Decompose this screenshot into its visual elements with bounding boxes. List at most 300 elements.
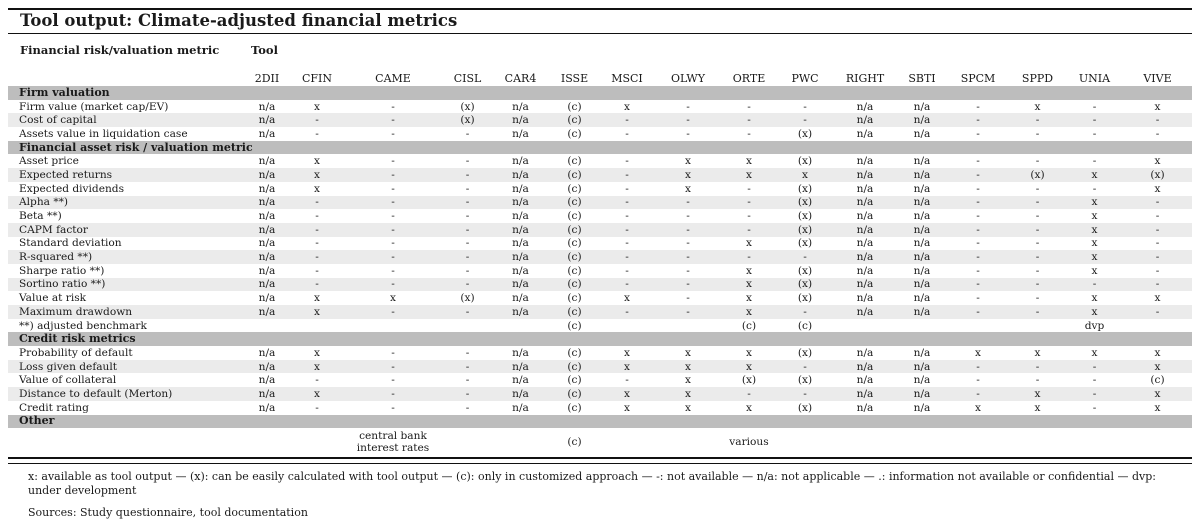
cell-car4: n/a bbox=[512, 155, 529, 168]
cell-pwc: (x) bbox=[797, 182, 813, 195]
table-row bbox=[8, 154, 1192, 168]
cell-right: n/a bbox=[856, 292, 874, 305]
table-row bbox=[8, 428, 1192, 456]
cell-2dii: n/a bbox=[258, 182, 276, 195]
row-label: Asset price bbox=[19, 155, 79, 168]
cell-cisl: - bbox=[444, 250, 491, 264]
column-header-came: CAME bbox=[375, 71, 411, 85]
cell-sbti: n/a bbox=[897, 305, 947, 319]
cell-msci: - bbox=[599, 223, 655, 237]
cell-orte: - bbox=[747, 127, 751, 140]
sources-note: Sources: Study questionnaire, tool documentation bbox=[28, 506, 308, 519]
column-header-row bbox=[8, 71, 1192, 86]
cell-pwc: (x) bbox=[797, 346, 813, 359]
cell-sppd: x bbox=[1034, 100, 1041, 113]
cell-cfin: - bbox=[315, 374, 319, 387]
column-header-olwy: OLWY bbox=[671, 71, 705, 85]
cell-isse: (c) bbox=[550, 305, 599, 319]
cell-came: - bbox=[342, 360, 444, 374]
cell-car4: n/a bbox=[491, 168, 550, 182]
cell-sbti: n/a bbox=[913, 155, 931, 168]
cell-cfin: - bbox=[315, 401, 319, 414]
bottom-rule-2 bbox=[8, 463, 1192, 464]
cell-pwc: - bbox=[777, 113, 833, 127]
cell-isse: (c) bbox=[550, 250, 599, 264]
column-header-vive: VIVE bbox=[1143, 71, 1172, 85]
cell-msci: - bbox=[599, 196, 655, 210]
cell-cisl: - bbox=[465, 127, 470, 140]
cell-came: - bbox=[391, 127, 395, 140]
cell-olwy: x bbox=[685, 346, 691, 359]
cell-sppd: - bbox=[1009, 250, 1066, 264]
row-label: Credit rating bbox=[19, 401, 89, 414]
cell-car4: n/a bbox=[512, 182, 529, 195]
table-row bbox=[8, 196, 1192, 210]
cell-car4: n/a bbox=[491, 278, 550, 292]
cell-2dii bbox=[242, 319, 292, 333]
cell-pwc: (x) bbox=[797, 292, 813, 305]
cell-sppd: x bbox=[1009, 387, 1066, 401]
tool-column-header: Tool bbox=[251, 43, 278, 57]
cell-spcm: - bbox=[947, 278, 1009, 292]
cell-orte: x bbox=[721, 278, 777, 292]
cell-cfin: - bbox=[292, 196, 342, 210]
column-header-right: RIGHT bbox=[845, 71, 885, 85]
cell-vive: x bbox=[1154, 292, 1161, 305]
cell-sbti: n/a bbox=[897, 250, 947, 264]
cell-olwy: x bbox=[655, 168, 721, 182]
cell-isse: (c) bbox=[567, 401, 582, 414]
row-label: Cost of capital bbox=[8, 113, 242, 127]
cell-olwy: - bbox=[686, 100, 690, 113]
cell-orte: - bbox=[747, 100, 751, 113]
top-rule bbox=[8, 8, 1192, 10]
cell-isse: (c) bbox=[567, 264, 582, 277]
cell-cisl bbox=[444, 428, 491, 456]
row-label: Value of collateral bbox=[19, 374, 117, 387]
cell-sbti: n/a bbox=[913, 100, 931, 113]
row-label: Expected returns bbox=[8, 168, 242, 182]
cell-right: n/a bbox=[833, 278, 897, 292]
row-label: Beta **) bbox=[19, 210, 62, 223]
row-label: CAPM factor bbox=[8, 223, 242, 237]
cell-olwy: - bbox=[686, 264, 690, 277]
cell-came: - bbox=[342, 387, 444, 401]
cell-olwy: - bbox=[655, 305, 721, 319]
cell-spcm: - bbox=[976, 374, 980, 387]
cell-vive: - bbox=[1155, 237, 1160, 250]
cell-sbti: n/a bbox=[913, 292, 931, 305]
cell-came: - bbox=[342, 196, 444, 210]
cell-cfin: - bbox=[292, 250, 342, 264]
cell-vive: x bbox=[1154, 346, 1161, 359]
cell-cisl: - bbox=[465, 374, 470, 387]
table-row bbox=[8, 373, 1192, 387]
cell-pwc: - bbox=[777, 360, 833, 374]
cell-sppd: - bbox=[1035, 155, 1040, 168]
cell-right: n/a bbox=[833, 168, 897, 182]
cell-unia: - bbox=[1092, 100, 1097, 113]
cell-spcm: - bbox=[947, 250, 1009, 264]
cell-vive: x bbox=[1154, 182, 1161, 195]
cell-pwc: (x) bbox=[797, 127, 813, 140]
cell-isse: (c) bbox=[567, 210, 582, 223]
cell-spcm: - bbox=[947, 223, 1009, 237]
cell-cfin: x bbox=[314, 292, 320, 305]
cell-car4: n/a bbox=[491, 387, 550, 401]
cell-came: - bbox=[391, 237, 395, 250]
cell-sppd: - bbox=[1035, 210, 1040, 223]
cell-orte: (c) bbox=[741, 319, 757, 332]
cell-came: - bbox=[342, 305, 444, 319]
cell-right bbox=[833, 428, 897, 456]
row-label: Distance to default (Merton) bbox=[8, 387, 242, 401]
table-row bbox=[8, 113, 1192, 127]
cell-2dii: n/a bbox=[258, 100, 276, 113]
cell-right: n/a bbox=[856, 100, 874, 113]
table-row bbox=[8, 319, 1192, 333]
table-row bbox=[8, 209, 1192, 223]
cell-spcm: x bbox=[975, 401, 981, 414]
cell-sbti: n/a bbox=[913, 264, 931, 277]
cell-sbti: n/a bbox=[897, 113, 947, 127]
column-header-msci: MSCI bbox=[611, 71, 643, 85]
cell-unia: - bbox=[1066, 360, 1123, 374]
cell-msci: x bbox=[599, 387, 655, 401]
cell-vive: - bbox=[1123, 223, 1192, 237]
cell-pwc: x bbox=[777, 168, 833, 182]
cell-sppd: - bbox=[1035, 237, 1040, 250]
cell-pwc: - bbox=[777, 305, 833, 319]
cell-unia: x bbox=[1091, 237, 1098, 250]
cell-cisl bbox=[444, 319, 491, 333]
cell-vive: x bbox=[1154, 100, 1161, 113]
cell-orte: x bbox=[746, 292, 752, 305]
cell-msci: x bbox=[624, 401, 630, 414]
cell-cfin: - bbox=[315, 210, 319, 223]
cell-olwy: - bbox=[686, 292, 690, 305]
cell-spcm: - bbox=[947, 387, 1009, 401]
table-row bbox=[8, 250, 1192, 264]
cell-vive bbox=[1123, 319, 1192, 333]
cell-vive: - bbox=[1123, 305, 1192, 319]
cell-isse: (c) bbox=[567, 237, 582, 250]
cell-sppd bbox=[1009, 428, 1066, 456]
cell-sbti bbox=[897, 319, 947, 333]
cell-came: - bbox=[342, 168, 444, 182]
cell-cfin bbox=[292, 319, 342, 333]
cell-right: n/a bbox=[856, 401, 874, 414]
cell-olwy: - bbox=[655, 223, 721, 237]
cell-orte: - bbox=[721, 223, 777, 237]
cell-olwy bbox=[655, 428, 721, 456]
column-header-unia: UNIA bbox=[1078, 71, 1111, 85]
cell-unia: x bbox=[1091, 210, 1098, 223]
cell-right: n/a bbox=[856, 374, 874, 387]
cell-cfin: x bbox=[292, 168, 342, 182]
cell-sppd: - bbox=[1009, 223, 1066, 237]
cell-orte: x bbox=[721, 168, 777, 182]
cell-spcm bbox=[947, 319, 1009, 333]
cell-unia: - bbox=[1092, 401, 1097, 414]
cell-unia: - bbox=[1066, 278, 1123, 292]
cell-vive: x bbox=[1123, 360, 1192, 374]
cell-car4: n/a bbox=[512, 374, 529, 387]
table-row bbox=[8, 278, 1192, 292]
cell-car4: n/a bbox=[512, 346, 529, 359]
cell-cfin: x bbox=[292, 387, 342, 401]
cell-sppd bbox=[1009, 319, 1066, 333]
cell-sbti: n/a bbox=[913, 401, 931, 414]
row-label: Assets value in liquidation case bbox=[19, 127, 188, 140]
column-header-pwc: PWC bbox=[791, 71, 819, 85]
cell-cisl: - bbox=[444, 168, 491, 182]
cell-2dii: n/a bbox=[242, 305, 292, 319]
cell-vive: - bbox=[1123, 250, 1192, 264]
cell-vive: - bbox=[1155, 264, 1160, 277]
cell-sppd: - bbox=[1009, 113, 1066, 127]
cell-msci bbox=[599, 428, 655, 456]
cell-sbti: n/a bbox=[913, 237, 931, 250]
table-row bbox=[8, 291, 1192, 305]
cell-cfin: x bbox=[314, 182, 320, 195]
cell-msci: - bbox=[599, 113, 655, 127]
cell-car4: n/a bbox=[512, 237, 529, 250]
row-label: Sharpe ratio **) bbox=[19, 264, 105, 277]
row-label: Loss given default bbox=[8, 360, 242, 374]
cell-msci: - bbox=[625, 374, 629, 387]
column-header-blank bbox=[8, 71, 242, 86]
cell-cfin: x bbox=[292, 305, 342, 319]
cell-msci: - bbox=[625, 182, 629, 195]
cell-msci: - bbox=[599, 168, 655, 182]
cell-car4: n/a bbox=[491, 196, 550, 210]
cell-spcm: - bbox=[976, 100, 980, 113]
cell-car4: n/a bbox=[491, 223, 550, 237]
cell-came: - bbox=[391, 182, 395, 195]
cell-sbti: n/a bbox=[913, 210, 931, 223]
cell-olwy: - bbox=[655, 113, 721, 127]
cell-right: n/a bbox=[833, 305, 897, 319]
cell-2dii: n/a bbox=[242, 250, 292, 264]
cell-pwc bbox=[777, 428, 833, 456]
table-row bbox=[8, 264, 1192, 278]
cell-msci: - bbox=[599, 305, 655, 319]
cell-car4: n/a bbox=[512, 292, 529, 305]
cell-car4 bbox=[491, 428, 550, 456]
cell-right: n/a bbox=[856, 127, 874, 140]
cell-sppd: - bbox=[1035, 264, 1040, 277]
cell-cisl: - bbox=[465, 182, 470, 195]
cell-right: n/a bbox=[856, 237, 874, 250]
cell-cisl: - bbox=[465, 210, 470, 223]
cell-2dii: n/a bbox=[242, 360, 292, 374]
table-row bbox=[8, 305, 1192, 319]
cell-unia: - bbox=[1066, 387, 1123, 401]
cell-sbti: n/a bbox=[913, 182, 931, 195]
cell-pwc: (x) bbox=[797, 374, 813, 387]
row-label: Value at risk bbox=[19, 292, 87, 305]
cell-msci bbox=[599, 319, 655, 333]
cell-cfin: - bbox=[292, 113, 342, 127]
cell-spcm: - bbox=[976, 127, 980, 140]
cell-unia bbox=[1066, 428, 1123, 456]
cell-orte: x bbox=[746, 264, 752, 277]
cell-spcm: - bbox=[976, 210, 980, 223]
cell-right: n/a bbox=[833, 223, 897, 237]
title-rule bbox=[8, 33, 1192, 34]
cell-sbti: n/a bbox=[897, 168, 947, 182]
cell-orte: x bbox=[746, 346, 752, 359]
cell-cisl: - bbox=[444, 278, 491, 292]
cell-olwy bbox=[655, 319, 721, 333]
cell-cfin: - bbox=[315, 237, 319, 250]
row-label: Probability of default bbox=[19, 346, 133, 359]
cell-came: - bbox=[342, 278, 444, 292]
cell-olwy: - bbox=[655, 250, 721, 264]
cell-orte: x bbox=[746, 237, 752, 250]
cell-sppd: - bbox=[1009, 305, 1066, 319]
section-header-row bbox=[8, 86, 1192, 100]
table-row bbox=[8, 127, 1192, 141]
cell-spcm: x bbox=[975, 346, 981, 359]
cell-pwc: (x) bbox=[797, 155, 813, 168]
cell-olwy: x bbox=[685, 374, 691, 387]
cell-2dii bbox=[242, 428, 292, 456]
section-label: Financial asset risk / valuation metric bbox=[8, 141, 1192, 155]
row-label: R-squared **) bbox=[8, 250, 242, 264]
cell-isse: (c) bbox=[567, 155, 582, 168]
cell-came: x bbox=[390, 292, 396, 305]
column-header-orte: ORTE bbox=[732, 71, 766, 85]
cell-isse: (c) bbox=[550, 278, 599, 292]
cell-pwc: (x) bbox=[797, 237, 813, 250]
cell-msci: x bbox=[624, 100, 630, 113]
cell-orte: - bbox=[747, 210, 751, 223]
cell-orte: - bbox=[721, 113, 777, 127]
cell-cisl: (x) bbox=[460, 100, 475, 113]
cell-right: n/a bbox=[833, 196, 897, 210]
cell-came bbox=[342, 319, 444, 333]
cell-unia: x bbox=[1066, 168, 1123, 182]
cell-spcm: - bbox=[947, 360, 1009, 374]
cell-came: - bbox=[391, 210, 395, 223]
cell-sppd: - bbox=[1009, 278, 1066, 292]
cell-cisl: - bbox=[444, 387, 491, 401]
cell-sppd: - bbox=[1035, 292, 1040, 305]
cell-unia: x bbox=[1091, 264, 1098, 277]
column-header-cfin: CFIN bbox=[301, 71, 333, 85]
cell-vive: (c) bbox=[1150, 374, 1165, 387]
cell-pwc: (x) bbox=[797, 264, 813, 277]
cell-car4: n/a bbox=[491, 250, 550, 264]
cell-sppd: - bbox=[1035, 182, 1040, 195]
cell-orte: - bbox=[747, 182, 751, 195]
cell-sbti: n/a bbox=[913, 346, 931, 359]
cell-olwy: - bbox=[686, 210, 690, 223]
cell-sppd: - bbox=[1009, 196, 1066, 210]
section-label: Other bbox=[8, 415, 1192, 429]
cell-cisl: - bbox=[444, 223, 491, 237]
cell-2dii: n/a bbox=[258, 237, 276, 250]
row-label: Maximum drawdown bbox=[8, 305, 242, 319]
column-header-sbti: SBTI bbox=[908, 71, 936, 85]
cell-right: n/a bbox=[856, 155, 874, 168]
cell-olwy: - bbox=[655, 278, 721, 292]
cell-sppd: - bbox=[1035, 127, 1040, 140]
cell-sbti: n/a bbox=[913, 127, 931, 140]
cell-2dii: n/a bbox=[258, 401, 276, 414]
cell-2dii: n/a bbox=[258, 346, 276, 359]
table-row bbox=[8, 401, 1192, 415]
cell-2dii: n/a bbox=[242, 113, 292, 127]
column-header-cisl: CISL bbox=[453, 71, 482, 85]
cell-olwy: - bbox=[655, 196, 721, 210]
cell-car4: n/a bbox=[491, 113, 550, 127]
cell-isse: (c) bbox=[567, 182, 582, 195]
cell-spcm: - bbox=[976, 237, 980, 250]
row-label: Firm value (market cap/EV) bbox=[19, 100, 169, 113]
row-label: **) adjusted benchmark bbox=[19, 319, 147, 332]
cell-isse: (c) bbox=[567, 127, 582, 140]
cell-right: n/a bbox=[856, 210, 874, 223]
cell-isse: (c) bbox=[550, 168, 599, 182]
bottom-rule-1 bbox=[8, 457, 1192, 459]
cell-2dii: n/a bbox=[242, 196, 292, 210]
cell-2dii: n/a bbox=[242, 168, 292, 182]
cell-spcm: - bbox=[947, 196, 1009, 210]
row-label: Expected dividends bbox=[19, 182, 125, 195]
cell-cisl: - bbox=[465, 401, 470, 414]
cell-orte: x bbox=[721, 305, 777, 319]
row-label bbox=[8, 428, 242, 456]
cell-came: - bbox=[342, 223, 444, 237]
cell-olwy: - bbox=[686, 237, 690, 250]
cell-2dii: n/a bbox=[258, 127, 276, 140]
column-header-isse: ISSE bbox=[560, 71, 589, 85]
cell-pwc: - bbox=[777, 387, 833, 401]
cell-msci: - bbox=[625, 155, 629, 168]
cell-orte: various bbox=[729, 436, 769, 449]
cell-isse: (c) bbox=[567, 319, 582, 332]
cell-spcm: - bbox=[947, 113, 1009, 127]
cell-right: n/a bbox=[833, 113, 897, 127]
cell-cisl: (x) bbox=[460, 292, 475, 305]
cell-pwc: (x) bbox=[797, 401, 813, 414]
cell-unia: x bbox=[1091, 346, 1098, 359]
cell-msci: - bbox=[625, 237, 629, 250]
cell-came: - bbox=[342, 113, 444, 127]
table-row bbox=[8, 360, 1192, 374]
cell-cisl: - bbox=[444, 360, 491, 374]
cell-pwc: (x) bbox=[777, 223, 833, 237]
cell-olwy: - bbox=[686, 127, 690, 140]
cell-unia: - bbox=[1092, 374, 1097, 387]
cell-msci: - bbox=[625, 127, 629, 140]
cell-olwy: x bbox=[685, 182, 691, 195]
cell-cfin: - bbox=[315, 127, 319, 140]
cell-sppd: (x) bbox=[1009, 168, 1066, 182]
cell-sbti bbox=[897, 428, 947, 456]
cell-cisl: - bbox=[465, 155, 470, 168]
cell-2dii: n/a bbox=[258, 292, 276, 305]
cell-2dii: n/a bbox=[258, 264, 276, 277]
cell-isse: (c) bbox=[567, 374, 582, 387]
cell-unia: x bbox=[1066, 196, 1123, 210]
cell-pwc: (x) bbox=[797, 210, 813, 223]
cell-came: - bbox=[391, 401, 395, 414]
cell-cfin: - bbox=[292, 223, 342, 237]
